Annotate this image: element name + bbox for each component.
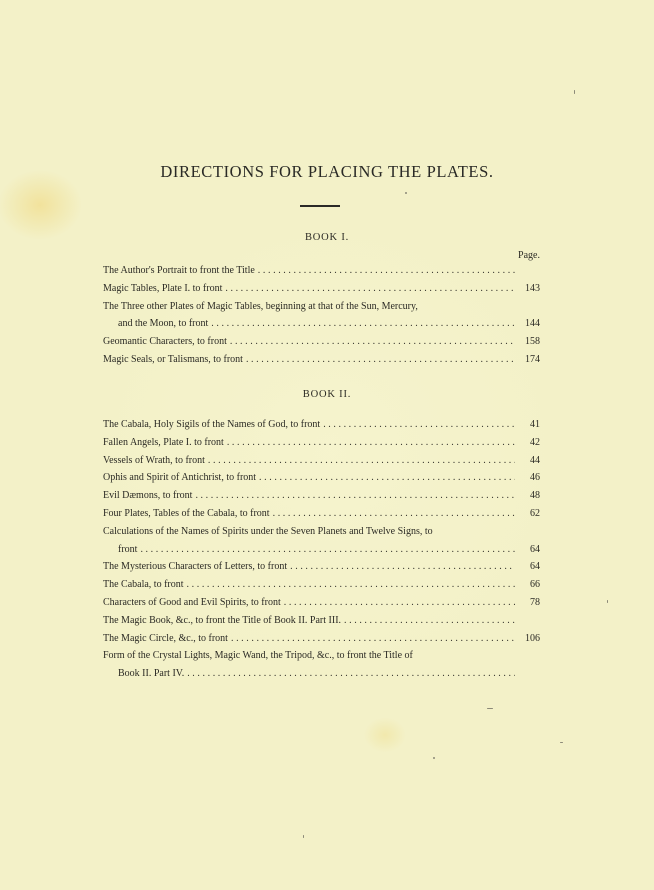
toc-book-2 — [103, 416, 540, 683]
toc-page-number: 46 — [530, 472, 540, 484]
toc-entry — [103, 298, 540, 334]
toc-entry-line — [103, 487, 540, 505]
dot-leader — [140, 541, 515, 559]
book-heading-2: BOOK II. — [302, 389, 352, 400]
toc-entry — [103, 434, 540, 452]
toc-entry — [103, 262, 540, 280]
dot-leader — [258, 262, 515, 280]
toc-page-number: 42 — [530, 436, 540, 448]
dot-leader — [195, 487, 515, 505]
toc-entry-text: The Magic Circle, &c., to front — [103, 632, 228, 644]
toc-entry-line — [103, 505, 540, 523]
toc-page-number: 106 — [525, 632, 540, 644]
dot-leader — [208, 452, 515, 470]
toc-entry-line — [103, 434, 540, 452]
book-heading-1: BOOK I. — [304, 232, 350, 243]
toc-entry-text: Ophis and Spirit of Antichrist, to front — [103, 472, 257, 484]
toc-page-number: 143 — [525, 282, 540, 294]
toc-page-number: 144 — [525, 318, 540, 330]
toc-entry-text: Fallen Angels, Plate I. to front — [103, 436, 224, 448]
toc-entry — [103, 505, 540, 523]
toc-entry — [103, 333, 540, 351]
scan-speck — [303, 835, 304, 838]
page-column-label: Page. — [518, 250, 540, 261]
toc-entry — [103, 452, 540, 470]
toc-entry-line — [103, 576, 540, 594]
dot-leader — [211, 315, 515, 333]
dot-leader — [284, 594, 515, 612]
toc-entry-line — [103, 315, 540, 333]
toc-entry-line — [103, 469, 540, 487]
toc-entry-line — [103, 665, 540, 683]
dot-leader — [230, 333, 515, 351]
toc-entry — [103, 487, 540, 505]
scan-speck — [487, 708, 493, 709]
toc-page-number: 158 — [525, 336, 540, 348]
toc-entry-line — [103, 612, 540, 630]
toc-entry-line — [103, 298, 540, 316]
scan-speck — [433, 757, 435, 759]
toc-entry — [103, 594, 540, 612]
toc-page-number: 48 — [530, 490, 540, 502]
dot-leader — [259, 469, 515, 487]
scan-speck — [574, 90, 575, 94]
toc-entry-text: and the Moon, to front — [118, 318, 209, 330]
toc-entry-text: Magic Tables, Plate I. to front — [103, 282, 223, 294]
toc-entry — [103, 576, 540, 594]
toc-entry-text: Four Plates, Tables of the Cabala, to front — [103, 507, 270, 519]
dot-leader — [290, 558, 515, 576]
toc-entry — [103, 523, 540, 559]
dot-leader — [187, 665, 515, 683]
toc-entry-text: The Three other Plates of Magic Tables, beginning at that of the Sun, Mercury, — [103, 300, 418, 312]
toc-entry-line — [103, 262, 540, 280]
toc-entry — [103, 280, 540, 298]
toc-entry-text: The Cabala, Holy Sigils of the Names of God, to front — [103, 419, 321, 430]
dot-leader — [227, 434, 515, 452]
toc-entry-text: Evil Dæmons, to front — [103, 490, 193, 502]
toc-entry — [103, 630, 540, 648]
toc-page-number: 78 — [530, 596, 540, 608]
scan-speck — [405, 192, 407, 194]
toc-entry-line — [103, 630, 540, 648]
toc-page-number: 174 — [525, 353, 540, 365]
page-title: DIRECTIONS FOR PLACING THE PLATES. — [160, 162, 494, 181]
toc-entry-text: The Magic Book, &c., to front the Title of Book II. Part III. — [103, 614, 342, 626]
toc-page-number: 44 — [530, 454, 540, 466]
scan-speck — [560, 742, 563, 743]
dot-leader — [273, 505, 515, 523]
toc-entry-line — [103, 594, 540, 612]
toc-page-number: 64 — [530, 561, 540, 573]
toc-entry-text: Calculations of the Names of Spirits under the Seven Planets and Twelve Signs, to — [103, 525, 433, 537]
toc-entry — [103, 647, 540, 683]
toc-entry — [103, 416, 540, 434]
toc-entry-line — [103, 558, 540, 576]
toc-entry-line — [103, 452, 540, 470]
dot-leader — [344, 612, 515, 630]
toc-entry-text: Book II. Part IV. — [118, 668, 185, 680]
toc-page-number: 66 — [530, 579, 540, 591]
dot-leader — [187, 576, 515, 594]
toc-entry-text: The Author's Portrait to front the Title — [103, 265, 255, 276]
toc-entry — [103, 612, 540, 630]
toc-entry-line — [103, 541, 540, 559]
dot-leader — [225, 280, 515, 298]
toc-entry-line — [103, 280, 540, 298]
toc-book-1 — [103, 262, 540, 369]
toc-entry-text: The Mysterious Characters of Letters, to front — [103, 561, 288, 573]
scan-speck — [607, 600, 608, 603]
toc-entry — [103, 469, 540, 487]
dot-leader — [246, 351, 515, 369]
toc-entry-text: Form of the Crystal Lights, Magic Wand, the Tripod, &c., to front the Title of — [103, 650, 413, 662]
toc-entry-text: Vessels of Wrath, to front — [103, 454, 205, 466]
toc-page-number: 41 — [530, 419, 540, 430]
toc-entry-text: Characters of Good and Evil Spirits, to front — [103, 596, 281, 608]
toc-entry-text: front — [118, 543, 138, 555]
toc-page-number: 64 — [530, 543, 540, 555]
toc-entry-text: Geomantic Characters, to front — [103, 336, 227, 348]
toc-entry-text: Magic Seals, or Talismans, to front — [103, 353, 243, 365]
toc-entry-line — [103, 333, 540, 351]
toc-entry-line — [103, 523, 540, 541]
toc-entry-line — [103, 647, 540, 665]
toc-entry-line — [103, 416, 540, 434]
dot-leader — [323, 416, 515, 434]
toc-page-number: 62 — [530, 507, 540, 519]
title-rule — [300, 205, 340, 207]
toc-entry-line — [103, 351, 540, 369]
dot-leader — [231, 630, 515, 648]
toc-entry — [103, 558, 540, 576]
toc-entry — [103, 351, 540, 369]
toc-entry-text: The Cabala, to front — [103, 579, 184, 591]
